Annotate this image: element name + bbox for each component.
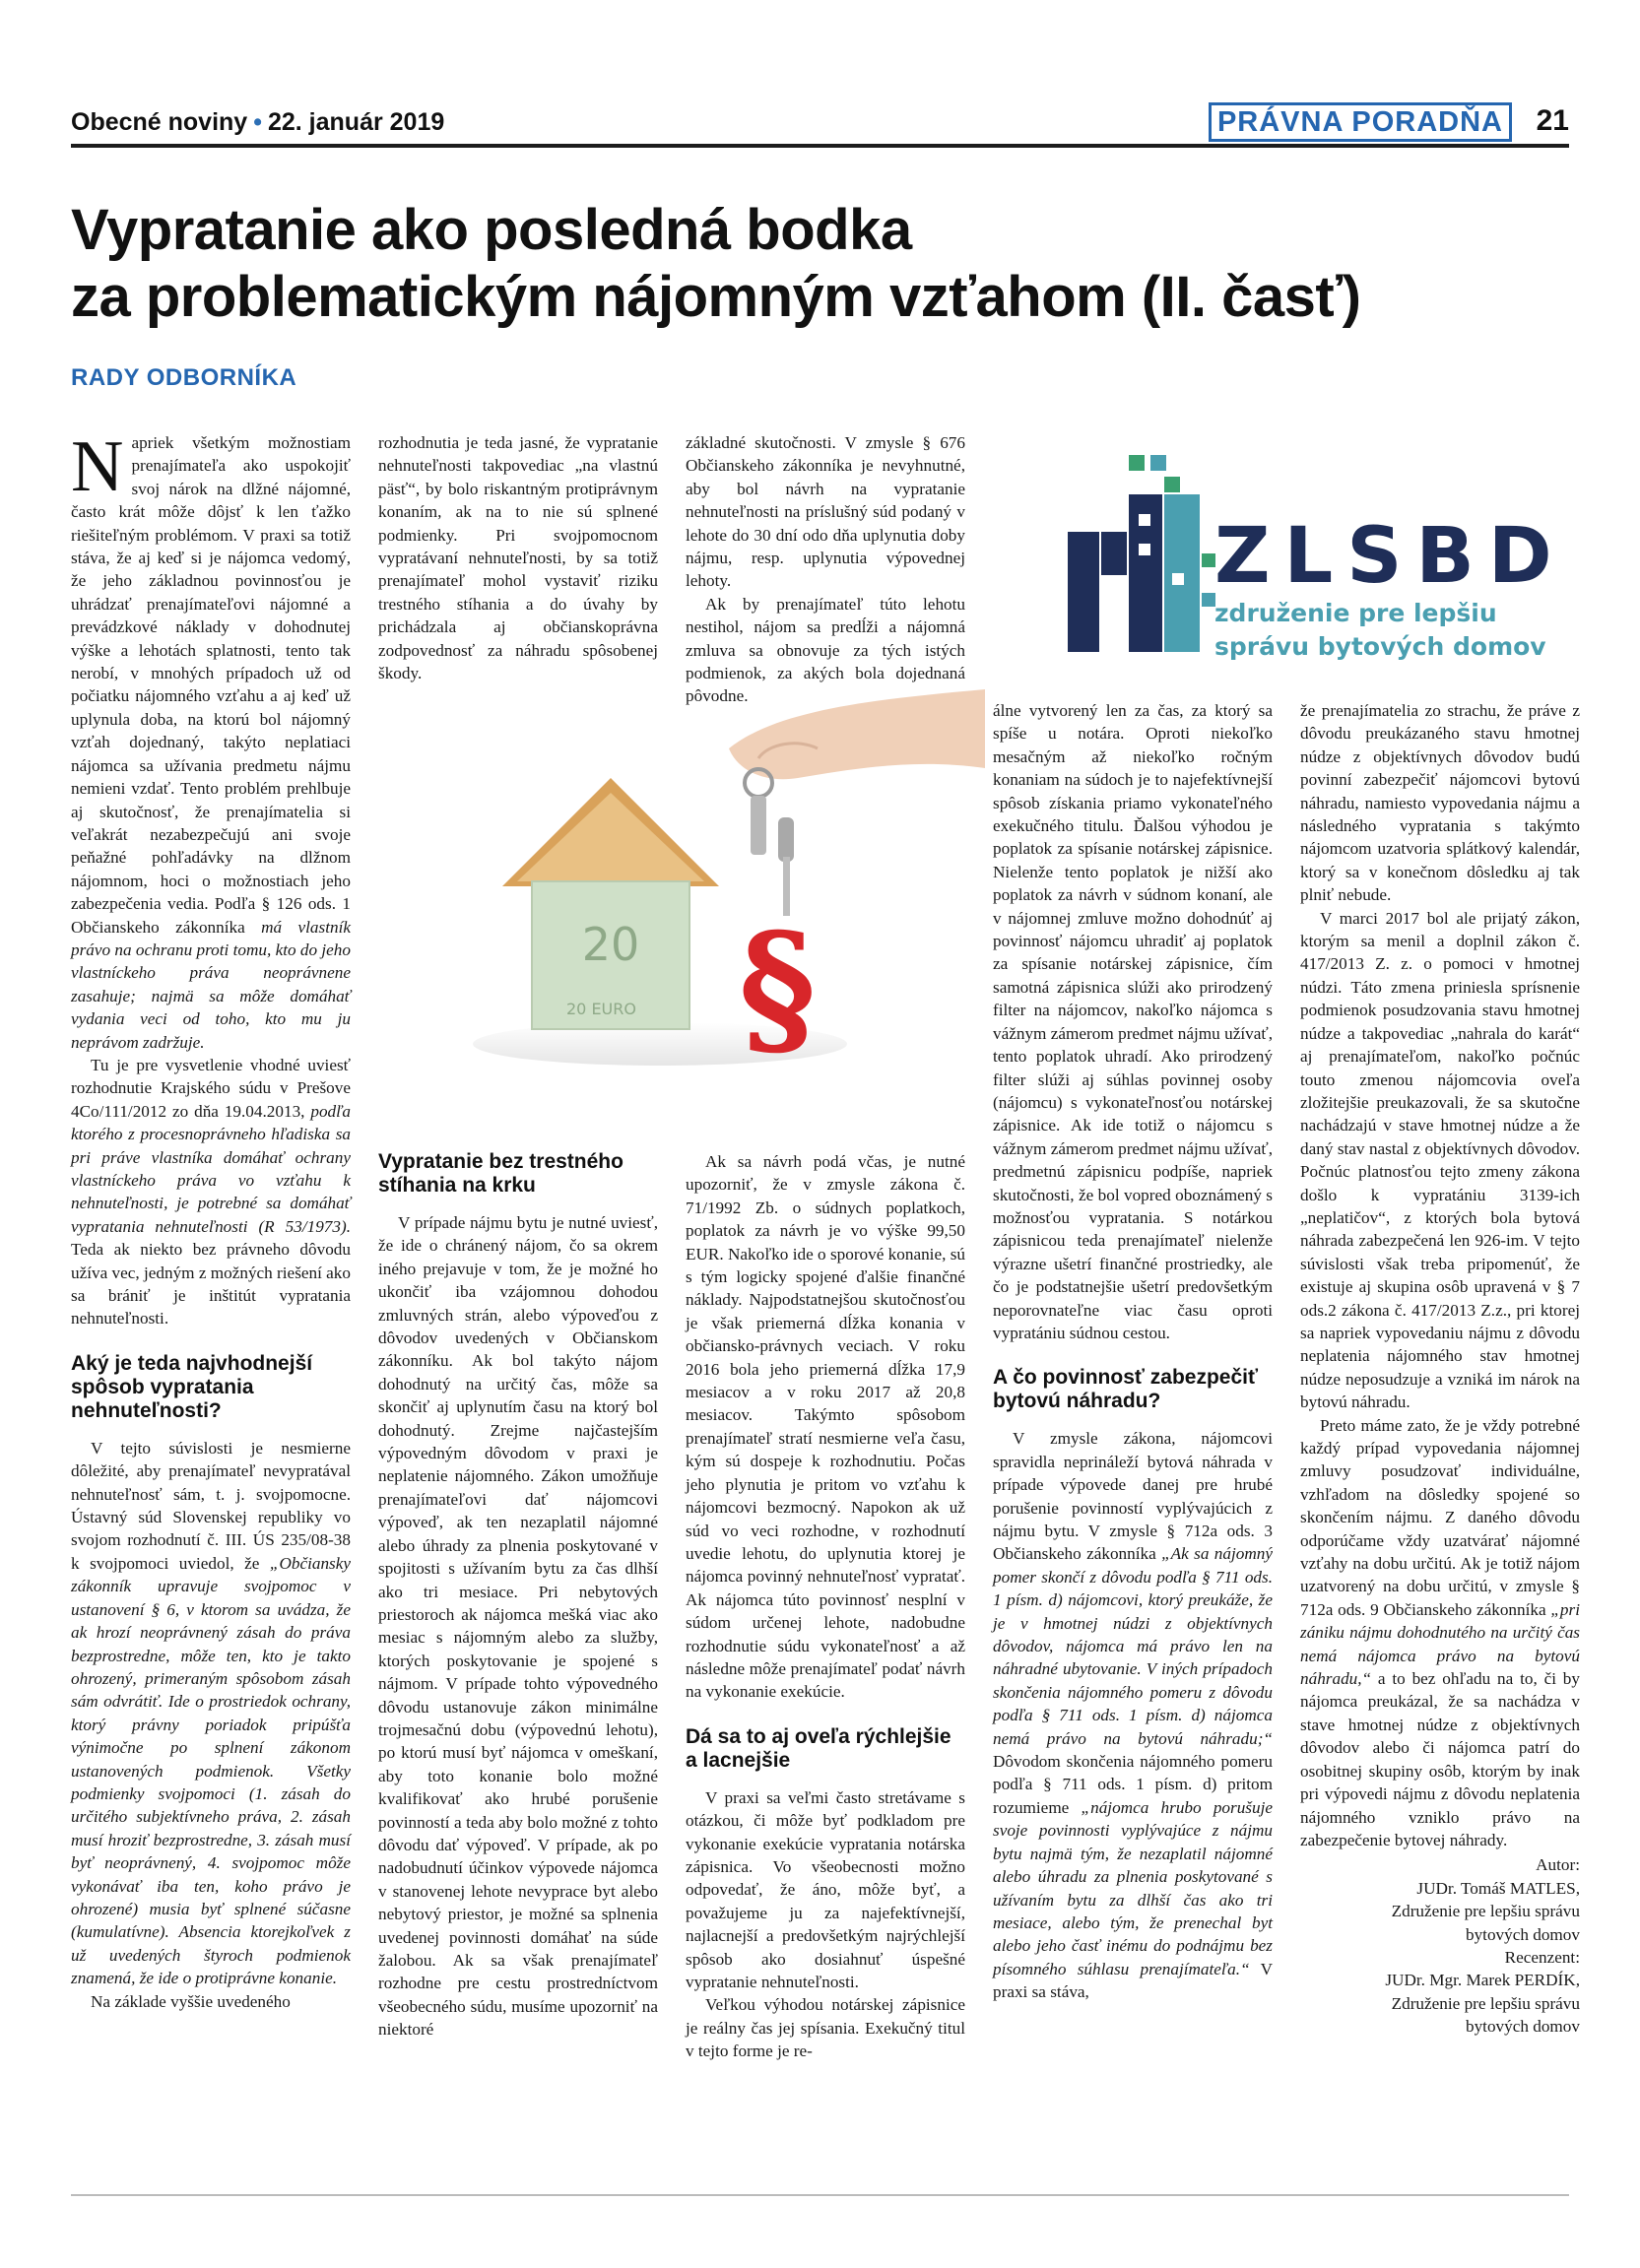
paragraph xyxy=(71,426,351,1054)
column-4 xyxy=(993,699,1273,2004)
paragraph xyxy=(71,1054,351,1330)
drop-cap: N xyxy=(71,426,124,507)
text: V zmysle zákona, nájomcovi spravidla neprináleží bytová náhrada v prípade výpovede danej pre hrubé porušenie povinností vyplývajúcich z nájmu bytu. V zmysle § 712a ods. 3 Občianskeho zákonníka xyxy=(993,1429,1273,1564)
logo-tagline-1: združenie pre lepšiu xyxy=(1214,599,1497,627)
svg-text:§: § xyxy=(739,901,817,1074)
quote-text: „nájomca hrubo porušuje svoje povinnosti vyplývajúce z nájmu bytu najmä tým, že nezaplatil nájomné alebo úhradu za plnenia poskytované s užívaním bytu za dlhší čas ako tri mesiace, alebo tým, že prenechal byt alebo jeho časť inému do podnájmu bez písomného súhlasu prenajímateľa.“ xyxy=(993,1797,1273,1978)
text: a to bez ohľadu na to, či by nájomca preukázal, že sa nachádza v stave hmotnej núdze z objektívnych dôvodov alebo či nájomca patrí do osobitnej skupiny osôb, ktorým by inak pri výpovedi nájmu z dôvodu neplatenia nájomného vzniklo právo na zabezpečenie bytovej náhrady. xyxy=(1300,1669,1580,1849)
article-kicker: RADY ODBORNÍKA xyxy=(71,364,297,391)
reviewer-org: Združenie pre lepšiu správu xyxy=(1391,1993,1580,2013)
author-org: bytových domov xyxy=(1465,1924,1580,1944)
paragraph: álne vytvorený len za čas, za ktorý sa spíše u notára. Oproti niekoľko mesačným až niekoľko ročným konaniam na súdoch je to najefektívnejší spôsob získania priamo vykonateľného exekučného titulu. Ďalšou výhodou je poplatok za spísanie notárskej zápisnice. Nielenže tento poplatok je nižší ako poplatok za návrh v súdnom konaní, ale v nájomnej zmluve možno dohodnúť aj povinnosť nájomcu uhradiť aj poplatok za spísanie notárskej zápisnice, čím samotná zápisnica slúži ako prirodzený filter na nájomcov, nakoľko nájomca s vážnym zámerom predmet nájmu užívať, tento poplatok uhradí. Ako prirodzený filter slúži aj súhlas povinnej osoby (nájomcu) s vykonateľnosťou notárskej zápisnice. Ak ide totiž o nájomcu s vážnym zámerom predmet nájmu užívať, predmetnú zápisnicu podpíše, napriek skutočnosti, že bol vopred oboznámený s možnosťou vypratania. S notárkou zápisnicou teda prenajímateľ nielenže výrazne ušetrí finančné prostriedky, ale čo je podstatnejšie ušetrí predovšetkým neporovnateľne viac času oproti vypratániu súdnou cestou. xyxy=(993,701,1273,1342)
quote-text: podľa ktorého z procesnoprávneho hľadiska sa pri práve vlastníka domáhať ochrany vlastníckeho práva vo vzťahu k nehnuteľnosti, je potrebné sa domáhať vypratania nehnuteľnosti (R 53/1973). xyxy=(71,1101,351,1236)
house-keys-paragraph-photo xyxy=(463,689,985,1083)
quote-text: má vlastník právo na ochranu proti tomu, kto do jeho vlastníckeho práva neoprávnene zasahuje; najmä sa môže domáhať vydania veci od toho, kto mu ju neprávom zadržuje. xyxy=(71,917,351,1052)
author-signature xyxy=(1300,1853,1580,2038)
text: Teda ak niekto bez právneho dôvodu užíva vec, jedným z možných riešení ako sa brániť je inštitút vypratania nehnuteľnosti. xyxy=(71,1240,351,1328)
page-header xyxy=(71,102,1569,148)
title-line-2: za problematickým nájomným vzťahom (II. časť) xyxy=(71,265,1361,329)
logo-tagline-2: správu bytových domov xyxy=(1214,632,1546,661)
subheading: Dá sa to aj oveľa rýchlejšie a lacnejšie xyxy=(686,1724,951,1772)
column-3-lower xyxy=(686,1150,965,2063)
text: V tejto súvislosti je nesmierne dôležité, aby prenajímateľ nevypratával nehnuteľnosť sám, t. j. svojpomocne. Ústavný súd Slovenskej republiky vo svojom rozhodnutí č. III. ÚS 235/08-38 k svojpomoci uviedol, že xyxy=(71,1438,351,1573)
paragraph: rozhodnutia je teda jasné, že vypratanie nehnuteľnosti takpovediac „na vlastnú päsť“, by bolo riskantným protiprávnym konaním, ak na to nie sú splnené podmienky. Pri svojpomocnom vypratávaní nehnuteľnosti, by sa totiž prenajímateľ mohol vystaviť riziku trestného stíhania a do úvahy by prichádzala aj občianskoprávna zodpovednosť za náhradu spôsobenej škody. xyxy=(378,433,658,683)
paragraph: V marci 2017 bol ale prijatý zákon, ktorým sa menil a doplnil zákon č. 417/2013 Z. z. o pomoci v hmotnej núdzi. Táto zmena priniesla sprísnenie podmienok posudzovania stavu hmotnej núdze a takpovediac „nahrala do karát“ aj prenajímateľom, nakoľko počnúc touto zmenou nájomcovia oveľa zložitejšie preukazovali, že sa skutočne nachádzajú v stave hmotnej núdze a že daný stav nastal z objektívnych dôvodov. Počnúc platnosťou tejto zmeny zákona došlo k vypratániu 3139-ich „neplatičov“, z ktorých bola bytová náhrada zabezpečená len 926-im. V tejto súvislosti však treba pripomenúť, že existuje aj skupina osôb upravená v § 7 ods.2 zákona č. 417/2013 Z.z., pri ktorej sa napriek vypovedaniu nájmu z dôvodu neplatenia nájomného stav hmotnej núdze neposudzuje a vzniká im nárok na bytovú náhradu. xyxy=(1300,908,1580,1412)
publication-name: Obecné noviny xyxy=(71,108,248,136)
subheading: Aký je teda najvhodnejší spôsob vypratania nehnuteľnosti? xyxy=(71,1351,313,1422)
paragraph: Ak sa návrh podá včas, je nutné upozorniť, že v zmysle zákona č. 71/1992 Zb. o súdnych poplatkoch, poplatok za návrh je vo výške 99,50 EUR. Nakoľko ide o sporové konanie, sú s tým logicky spojené ďalšie finančné náklady. Najpodstatnejšou skutočnosťou je však priemerná dĺžka konania v občiansko-právnych veciach. V roku 2016 bola jeho priemerná dĺžka 17,9 mesiacov a v roku 2017 až 20,8 mesiacov. Takýmto spôsobom prenajímateľ stratí nesmierne veľa času, kým sú dospeje k rozhodnutiu. Počas jeho plynutia je pritom vo vzťahu k nájomcovi bezmocný. Napokon ak už súd vo veci rozhodne, v rozhodnutí uvedie lehotu, do uplynutia ktorej je nájomca povinný nehnuteľnosť vypratať. Ak nájomca túto povinnosť nesplní v súdom určenej lehote, nadobudne rozhodnutie súdu vykonateľnosť a až následne môže prenajímateľ podať návrh na vykonanie exekúcie. xyxy=(686,1152,965,1702)
logo-acronym: ZLSBD xyxy=(1214,512,1566,601)
svg-text:20 EURO: 20 EURO xyxy=(566,1000,636,1018)
text: Dôvodom skončenia nájomného pomeru podľa § 711 ods. 1 písm. d) pritom rozumieme xyxy=(993,1752,1273,1817)
text: Preto máme zato, že je vždy potrebné každý prípad vypovedania nájomnej zmluvy posudzovať individuálne, vzhľadom na dôsledky spojené so skončením nájmu. Z daného dôvodu odporúčame vždy uzatvárať nájomné vzťahy na dobu určitú. Ak je totiž nájom uzatvorený na dobu určitú, v zmysle § 712a ods. 9 Občianskeho zákonníka xyxy=(1300,1415,1580,1619)
reviewer-name: JUDr. Mgr. Marek PERDÍK, xyxy=(1385,1971,1580,1990)
paragraph xyxy=(1300,1414,1580,1852)
paragraph: že prenajímatelia zo strachu, že práve z dôvodu preukázaného stavu hmotnej núdze z objektívnych dôvodov budú povinní zabezpečiť nájomcovi bytovú náhradu, namiesto vypovedania nájmu a následného vypratania s takýmto nájomcom uzatvoria splátkový kalendár, ktorý sa v konečnom dôsledku aj tak plniť nebude. xyxy=(1300,701,1580,905)
publication-line xyxy=(71,108,444,137)
section-label: PRÁVNA PORADŇA xyxy=(1209,102,1512,142)
quote-text: „pri zániku nájmu dohodnutého na určitý čas nemá nájomca právo na bytovú náhradu,“ xyxy=(1300,1599,1580,1689)
text: V praxi sa stáva, xyxy=(993,1959,1273,2002)
paragraph: základné skutočnosti. V zmysle § 676 Občianskeho zákonníka je nevyhnutné, aby bol návrh na vypratanie nehnuteľnosti na príslušný súd podaný v lehote do 30 dní odo dňa uplynutia doby nájmu, resp. uplynutia výpovednej lehoty. xyxy=(686,433,965,591)
quote-text: „Ak sa nájomný pomer skončí z dôvodu podľa § 711 ods. 1 písm. d) nájomcovi, ktorý preukáže, že je v hmotnej núdzi z objektívnych dôvodov, nájomca má právo len na náhradné ubytovanie. V iných prípadoch skončenia nájomného pomeru z dôvodu podľa § 711 ods. 1 písm. d) nájomca nemá právo na bytovú náhradu;“ xyxy=(993,1544,1273,1748)
page-number: 21 xyxy=(1536,104,1569,137)
reviewer-label: Recenzent: xyxy=(1504,1947,1580,1967)
paragraph xyxy=(993,1427,1273,2003)
paragraph: Veľkou výhodou notárskej zápisnice je reálny čas jej spísania. Exekučný titul v tejto forme je re- xyxy=(686,1995,965,2061)
column-2 xyxy=(378,431,658,684)
subheading: Vypratanie bez trestného stíhania na krku xyxy=(378,1150,623,1197)
paragraph: Na základe vyššie uvedeného xyxy=(91,1991,291,2011)
subheading: A čo povinnosť zabezpečiť bytovú náhradu? xyxy=(993,1366,1259,1413)
logo-text xyxy=(1214,512,1566,662)
paragraph: V prípade nájmu bytu je nutné uviesť, že ide o chránený nájom, čo sa okrem iného prejavuje v tom, že je možné ho ukončiť iba vzájomnou dohodou zmluvných strán, alebo výpoveďou z dôvodov uvedených v Občianskom zákonníku. Ak bol takýto nájom dohodnutý na určitý čas, môže sa skončiť aj uplynutím času na ktorý bol dohodnutý. Zrejme najčastejším výpovedným dôvodom v praxi je neplatenie nájomného. Zákon umožňuje prenajímateľovi dať nájomcovi výpoveď, ak ten nezaplatil nájomné alebo úhrady za plnenia poskytované v spojitosti s užívaním bytu za čas dlhší ako tri mesiace. Pri nebytových priestoroch ak nájomca mešká viac ako mesiac s nájomným alebo za služby, ktorých poskytovanie je spojené s nájmom. V prípade tohto výpovedného dôvodu ustanovuje zákon minimálne trojmesačnú dobu (výpovednú lehotu), po ktorú musí byť nájomca v omeškaní, aby toto konanie bolo možné kvalifikovať ako hrubé porušenie povinností a teda aby bolo možné z tohto dôvodu dať výpoveď. V prípade, ak po nadobudnutí účinkov výpovede nájomca v stanovenej lehote nevyprace byt alebo nebytový priestor, je možné sa splnenia uvedenej povinnosti domáhať na súde žalobou. Ak sa však prenajímateľ rozhodne pre cestu prostredníctvom všeobecného súdu, musíme upozorniť na niektoré xyxy=(378,1213,658,2040)
article-title xyxy=(71,197,1588,331)
column-3 xyxy=(686,431,965,708)
author-name: JUDr. Tomáš MATLES, xyxy=(1416,1878,1580,1898)
column-2-lower xyxy=(378,1150,658,2041)
reviewer-org: bytových domov xyxy=(1465,2017,1580,2037)
column-5 xyxy=(1300,699,1580,2039)
publication-date: 22. január 2019 xyxy=(267,108,445,136)
text: apriek všetkým možnostiam prenajímateľa ako uspokojiť svoj nárok na dlžné nájomné, často krát môže dôjsť k len ťažko riešiteľným problémom. V praxi sa totiž stáva, že aj keď si je nájomca vedomý, že jeho základnou povinnosťou je uhrádzať prenajímateľovi nájomné a prevádzkové náklady v dohodnutej výške a lehotách splatnosti, tento tak nerobí, v mnohých prípadoch už od počiatku nájomného vzťahu a aj keď už uplynula doba, na ktorú bol nájomný vzťah dojednaný, takýto neplatiaci nájomca sa užívania predmetu nájmu nemieni vzdať. Tento problém prehlbuje aj skutočnosť, že prenajímatelia si veľakrát nezabezpečujú ani svoje peňažné pohľadávky na dlžnom nájomnom, hoci o možnostiach jeho zabezpečenia vedia. Podľa § 126 ods. 1 Občianskeho zákonníka xyxy=(71,433,351,937)
quote-text: „Občiansky zákonník upravuje svojpomoc v ustanovení § 6, v ktorom sa uvádza, že ak hrozí neoprávnený zásah do práva bezprostredne, môže ten, kto je takto ohrozený, primeraným spôsobom zásah sám odvrátiť. Ide o prostriedok ochrany, ktorý právny poriadok pripúšťa výnimočne po splnení zákonom ustanovených podmienok. Všetky podmienky svojpomoci (1. zásah do určitého subjektívneho práva, 2. zásah musí hroziť bezprostredne, 3. zásah musí byť neoprávnený, 4. svojpomoc môže vykonávať iba ten, koho právo je ohrozené) musia byť splnené súčasne (kumulatívne). Absencia ktorejkoľvek z už uvedených štyroch podmienok znamená, že ide o protiprávne konanie. xyxy=(71,1553,351,1988)
svg-text:20: 20 xyxy=(581,918,640,971)
paragraph: Ak by prenajímateľ túto lehotu nestihol, nájom sa predĺži a nájomná zmluva sa obnovuje za tých istých podmienok, za akých bola dojednaná pôvodne. xyxy=(686,594,965,706)
text: Tu je pre vysvetlenie vhodné uviesť rozhodnutie Krajského súdu v Prešove 4Co/111/2012 zo dňa 19.04.2013, xyxy=(71,1055,351,1121)
footer-rule xyxy=(71,2194,1569,2196)
paragraph xyxy=(71,1437,351,1990)
author-org: Združenie pre lepšiu správu xyxy=(1391,1902,1580,1921)
column-1 xyxy=(71,426,351,2013)
separator-dot: • xyxy=(253,108,262,136)
title-line-1: Vypratanie ako posledná bodka xyxy=(71,198,912,262)
paragraph: V praxi sa veľmi často stretávame s otázkou, či môže byť podkladom pre vykonanie exekúcie vypratania notárska zápisnica. Vo všeobecnosti možno odpovedať, že áno, môže byť, a považujeme ju za najefektívnejší, najlacnejší a predovšetkým najrýchlejší spôsob ako dosiahnuť úspešné vypratanie nehnuteľnosti. xyxy=(686,1787,965,1991)
author-label: Autor: xyxy=(1536,1855,1580,1875)
